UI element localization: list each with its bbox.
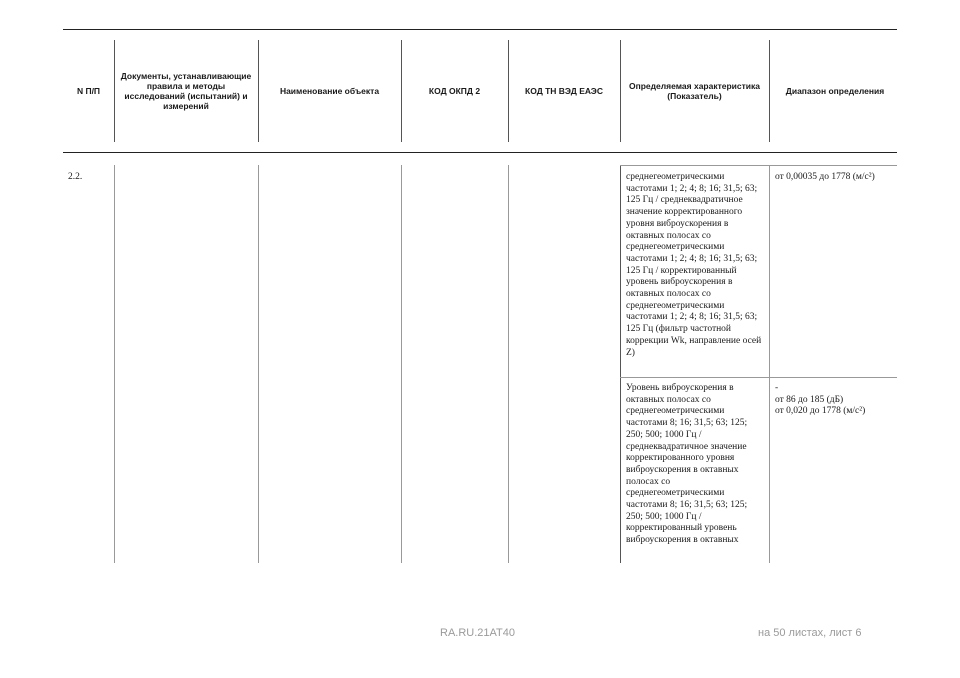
header-okpd-label: КОД ОКПД 2 — [428, 86, 481, 96]
header-characteristic-label: Определяемая характеристика (Показатель) — [628, 81, 761, 101]
header-separator — [258, 40, 259, 142]
body-separator — [401, 165, 402, 563]
subrow-divider — [620, 377, 897, 378]
header-separator — [508, 40, 509, 142]
row-top-border — [620, 165, 897, 166]
range-2-db: от 86 до 185 (дБ) — [775, 394, 844, 405]
range-2-dash: - — [775, 383, 779, 393]
body-separator — [620, 165, 621, 563]
header-bottom-border — [63, 152, 897, 153]
header-cell-tnved — [512, 40, 616, 142]
row-number: 2.2. — [68, 172, 83, 182]
header-separator — [769, 40, 770, 142]
body-separator — [114, 165, 115, 563]
header-documents-label: Документы, устанавливающие правила и методы исследований (испытаний) и измерений — [120, 71, 252, 111]
characteristic-cell-1: среднегеометрическими частотами 1; 2; 4; 8; 16; 31,5; 63; 125 Гц / среднеквадратичное значение корректированного уровня виброускорения в октавных полосах со среднегеометрическими частотами 1; 2; 4; 8; 16; 31,5; 63; 125 Гц / корректированный уровень виброускорения в октавных полосах со среднегеометрическими частотами 1; 2; 4; 8; 16; 31,5; 63; 125 Гц (фильтр частотной коррекции Wk, направление осей Z) — [626, 172, 762, 358]
header-object-label: Наименование объекта — [279, 86, 380, 96]
header-separator — [620, 40, 621, 142]
header-cell-number — [63, 40, 114, 142]
header-cell-characteristic — [624, 40, 765, 142]
body-separator — [769, 165, 770, 563]
characteristic-cell-2: Уровень виброускорения в октавных полосах со среднегеометрическими частотами 8; 16; 31,5; 63; 125; 250; 500; 1000 Гц / среднеквадратичное значение корректированного уровня виброускорения в октавных полосах со среднегеометрическими частотами 8; 16; 31,5; 63; 125; 250; 500; 1000 Гц / корректированный уровень виброускорения в октавных — [626, 383, 748, 546]
footer-doc-code: RA.RU.21АТ40 — [440, 627, 515, 639]
body-separator — [508, 165, 509, 563]
header-cell-range — [773, 40, 897, 142]
body-separator — [258, 165, 259, 563]
header-separator — [114, 40, 115, 142]
footer-page-info: на 50 листах, лист 6 — [758, 627, 862, 639]
range-cell-2 — [775, 383, 897, 418]
range-cell-1: от 0,00035 до 1778 (м/с²) — [775, 172, 875, 182]
header-tnved-label: КОД ТН ВЭД ЕАЭС — [525, 86, 603, 96]
range-2-ms2: от 0,020 до 1778 (м/с²) — [775, 406, 866, 417]
header-cell-object — [262, 40, 397, 142]
header-range-label: Диапазон определения — [785, 86, 885, 96]
header-separator — [401, 40, 402, 142]
header-top-border — [63, 29, 897, 30]
header-cell-okpd — [405, 40, 504, 142]
header-number-label: N П/П — [76, 86, 101, 96]
header-cell-documents — [118, 40, 254, 142]
